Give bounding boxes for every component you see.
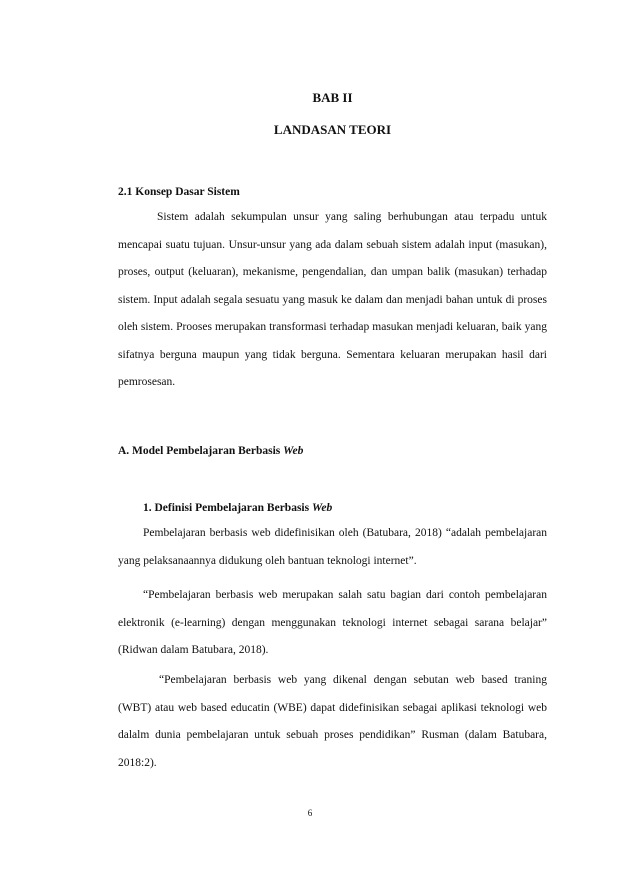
paragraph-definition-3: “Pembelajaran berbasis web yang dikenal dengan sebutan web based traning (WBT) atau web based educatin (WBE) dapat didefinisikan sebagai aplikasi teknologi web dalalm dunia pembelajaran untuk sebuah proses pendidikan” Rusman (dalam Batubara, 2018:2). — [118, 674, 547, 769]
paragraph-definition-1: Pembelajaran berbasis web didefinisikan oleh (Batubara, 2018) “adalah pembelajaran yang pelaksanaannya didukung oleh bantuan teknologi internet”. — [118, 527, 547, 567]
page-number: 6 — [307, 808, 313, 818]
chapter-label: BAB II — [312, 90, 353, 105]
subsection-1-heading — [143, 502, 332, 514]
subsection-a-heading-italic: Web — [283, 445, 304, 457]
section-paragraph: Sistem adalah sekumpulan unsur yang saling berhubungan atau terpadu untuk mencapai suatu tujuan. Unsur-unsur yang ada dalam sebuah sistem adalah input (masukan), proses, output (keluaran), mekanisme, pengendalian, dan umpan balik (masukan) terhadap sistem. Input adalah segala sesuatu yang masuk ke dalam dan menjadi bahan untuk di proses oleh sistem. Prooses merupakan transformasi terhadap masukan menjadi keluaran, baik yang sifatnya berguna maupun yang tidak berguna. Sementara keluaran merupakan hasil dari pemrosesan. — [118, 211, 547, 388]
paragraph-definition-2: “Pembelajaran berbasis web merupakan salah satu bagian dari contoh pembelajaran elektronik (e-learning) dengan menggunakan teknologi internet sebagai sarana belajar” (Ridwan dalam Batubara, 2018). — [118, 589, 547, 656]
subsection-1-heading-text: 1. Definisi Pembelajaran Berbasis — [143, 502, 312, 514]
subsection-a-heading-text: A. Model Pembelajaran Berbasis — [118, 445, 284, 457]
section-heading: 2.1 Konsep Dasar Sistem — [118, 186, 240, 198]
subsection-a-heading — [118, 445, 303, 457]
chapter-title: LANDASAN TEORI — [273, 122, 392, 137]
subsection-1-heading-italic: Web — [311, 502, 333, 514]
